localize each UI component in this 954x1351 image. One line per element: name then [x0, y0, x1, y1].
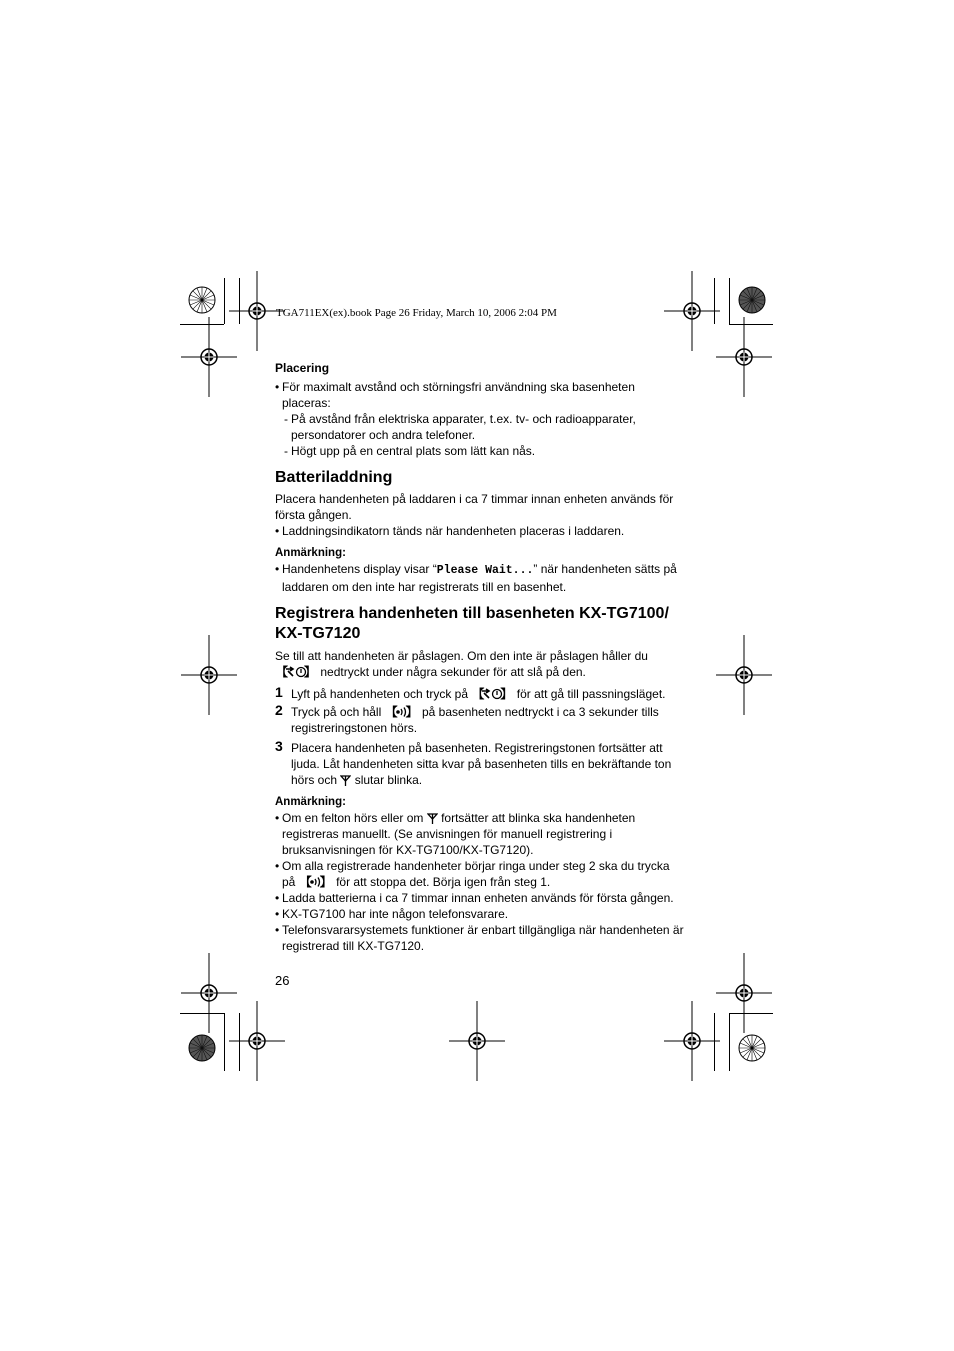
step-1: 1 Lyft på handenheten och tryck på 【 】 för att gå till passningsläget. — [275, 686, 685, 702]
placering-heading: Placering — [275, 361, 330, 375]
registrera-note-4: • KX-TG7100 har inte någon telefonsvarare. — [275, 906, 685, 922]
off-power-key-icon — [471, 686, 513, 702]
batteri-paragraph: Placera handenheten på laddaren i ca 7 timmar innan enheten används för första gången. — [275, 492, 674, 522]
antenna-icon — [340, 773, 351, 787]
batteri-note-heading: Anmärkning: — [275, 547, 346, 559]
registrera-intro: Se till att handenheten är påslagen. Om den inte är påslagen håller du 【 】 nedtryckt under några sekunder för att slå på den. — [275, 648, 685, 680]
batteri-heading: Batteriladdning — [275, 469, 393, 486]
batteri-note: • Handenhetens display visar “Please Wait...” när handenheten sätts på laddaren om den inte har registrerats till en basenhet. — [275, 561, 685, 595]
registrera-note-heading: Anmärkning: — [275, 796, 346, 808]
registrera-heading: Registrera handenheten till basenheten KX-TG7100/ KX-TG7120 — [275, 605, 669, 642]
registrera-note-5: • Telefonsvararsystemets funktioner är enbart tillgängliga när handenheten är registrerad till KX-TG7120. — [275, 922, 685, 954]
locator-key-icon — [299, 874, 333, 890]
placering-bullet: • För maximalt avstånd och störningsfri användning ska basenheten placeras: — [275, 379, 685, 411]
antenna-icon — [427, 811, 438, 825]
registrera-note-3: • Ladda batterierna i ca 7 timmar innan enheten används för första gången. — [275, 890, 685, 906]
display-message: Please Wait... — [436, 564, 534, 577]
registrera-note-1: • Om en felton hörs eller om fortsätter att blinka ska handenheten registreras manuellt. (Se anvisningen för manuell registrering i bruksanvisningen för KX-TG7100/KX-TG7120). — [275, 810, 685, 858]
registrera-note-2: • Om alla registrerade handenheter börjar ringa under steg 2 ska du trycka på 【 】 för att stoppa det. Börja igen från steg 1. — [275, 858, 685, 890]
page-number: 26 — [275, 973, 290, 988]
locator-key-icon — [385, 704, 419, 720]
step-2: 2 Tryck på och håll 【 】 på basenheten nedtryckt i ca 3 sekunder tills registreringstonen hörs. — [275, 704, 685, 736]
off-power-key-icon — [275, 664, 317, 680]
placering-sub-1: - På avstånd från elektriska apparater, t.ex. tv- och radioapparater, persondatorer och andra telefoner. — [275, 411, 685, 443]
page-content — [275, 360, 685, 954]
batteri-bullet: • Laddningsindikatorn tänds när handenheten placeras i laddaren. — [275, 523, 685, 539]
book-slug: TGA711EX(ex).book Page 26 Friday, March 10, 2006 2:04 PM — [276, 307, 557, 319]
step-3: 3 Placera handenheten på basenheten. Registreringstonen fortsätter att ljuda. Låt handenheten sitta kvar på basenheten tills en bekräftande ton hörs och slutar blinka. — [275, 738, 672, 787]
placering-sub-2: - Högt upp på en central plats som lätt kan nås. — [275, 443, 685, 459]
